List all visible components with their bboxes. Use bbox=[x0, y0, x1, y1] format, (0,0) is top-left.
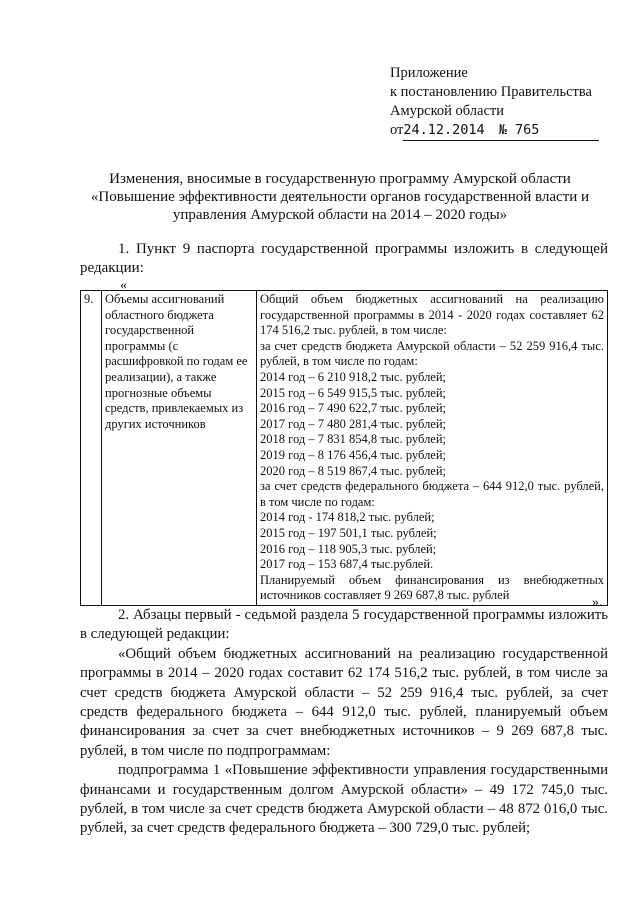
regional-year-line: 2020 год – 8 519 867,4 тыс. рублей; bbox=[260, 463, 447, 478]
total-funding: Общий объем бюджетных ассигнований на реализацию государственной программы в 2014 - 2020 годах составляет 62 174 516,2 тыс. рублей, в том числе: bbox=[260, 292, 604, 338]
federal-funding: за счет средств федерального бюджета – 644 912,0 тыс. рублей, в том числе по годам: bbox=[260, 479, 604, 509]
appendix-region: Амурской области bbox=[390, 103, 504, 119]
table-row bbox=[81, 291, 608, 606]
regional-year-line: 2014 год – 6 210 918,2 тыс. рублей; bbox=[260, 369, 447, 384]
resolution-date: 24.12.2014 bbox=[403, 122, 485, 138]
extrabudgetary-funding: Планируемый объем финансирования из внебюджетных источников составляет 9 269 687,8 тыс. рублей bbox=[260, 572, 604, 603]
resolution-number: 765 bbox=[514, 122, 540, 138]
row-number: 9. bbox=[81, 291, 102, 606]
item-2-text: 2. Абзацы первый - седьмой раздела 5 государственной программы изложить в следующей редакции: bbox=[80, 607, 608, 643]
paragraph-total: «Общий объем бюджетных ассигнований на реализацию государственной программы в 2014 – 2020 годах составит 62 174 516,2 тыс. рублей, в том числе за счет средств бюджета Амурской области – 52 259 916,4 тыс. рублей, за счет средств федерального бюджета – 644 912,0 тыс. рублей, планируемый объем финансирования за счет за счет внебюджетных источников – 9 269 687,8 тыс. рублей, в том числе по подпрограммам: bbox=[80, 645, 608, 759]
regional-year-line: 2019 год – 8 176 456,4 тыс. рублей; bbox=[260, 447, 447, 462]
row-value bbox=[257, 291, 608, 606]
document-title bbox=[60, 170, 620, 224]
federal-year-line: 2017 год – 153 687,4 тыс.рублей. bbox=[260, 557, 434, 572]
appendix-resolution: к постановлению Правительства bbox=[390, 84, 592, 100]
row-name: Объемы ассигнований областного бюджета государственной программы (с расшифровкой по годам ее реализации), а также прогнозные объемы средств, привлекаемых из других источников bbox=[102, 291, 257, 606]
regional-year-line: 2015 год – 6 549 915,5 тыс. рублей; bbox=[260, 385, 447, 400]
regional-funding: за счет средств бюджета Амурской области – 52 259 916,4 тыс. рублей, в том числе по годам: bbox=[260, 338, 604, 369]
regional-year-line: 2017 год – 7 480 281,4 тыс. рублей; bbox=[260, 416, 447, 431]
title-line-2: «Повышение эффективности деятельности органов государственной власти и bbox=[90, 189, 590, 205]
federal-year-line: 2016 год – 118 905,3 тыс. рублей; bbox=[260, 541, 437, 556]
paragraph-subprogram-1: подпрограмма 1 «Повышение эффективности управления государственными финансами и государственным долгом Амурской области» – 49 172 745,0 тыс. рублей, в том числе за счет средств бюджета Амурской области – 48 872 016,0 тыс. рублей, за счет средств федерального бюджета – 300 729,0 тыс. рублей; bbox=[80, 762, 608, 837]
federal-year-line: 2014 год - 174 818,2 тыс. рублей; bbox=[260, 510, 435, 525]
date-prefix: от bbox=[390, 122, 404, 138]
regional-year-line: 2018 год – 7 831 854,8 тыс. рублей; bbox=[260, 432, 447, 447]
regional-year-line: 2016 год – 7 490 622,7 тыс. рублей; bbox=[260, 401, 447, 416]
title-line-1: Изменения, вносимые в государственную программу Амурской области bbox=[109, 171, 571, 187]
appendix-label: Приложение bbox=[390, 65, 468, 81]
signature-line bbox=[403, 121, 599, 141]
quote-close: ». bbox=[592, 595, 603, 610]
title-line-3: управления Амурской области на 2014 – 2020 годы» bbox=[172, 207, 508, 223]
appendix-header bbox=[390, 64, 630, 141]
appendix-date-line bbox=[390, 121, 630, 141]
passport-table bbox=[80, 290, 608, 606]
body-text bbox=[80, 606, 608, 839]
quote-open: « bbox=[120, 278, 127, 293]
item-1-text: 1. Пункт 9 паспорта государственной программы изложить в следующей редакции: bbox=[80, 241, 608, 276]
number-sign: № bbox=[498, 122, 507, 138]
federal-year-line: 2015 год – 197 501,1 тыс. рублей; bbox=[260, 525, 437, 540]
